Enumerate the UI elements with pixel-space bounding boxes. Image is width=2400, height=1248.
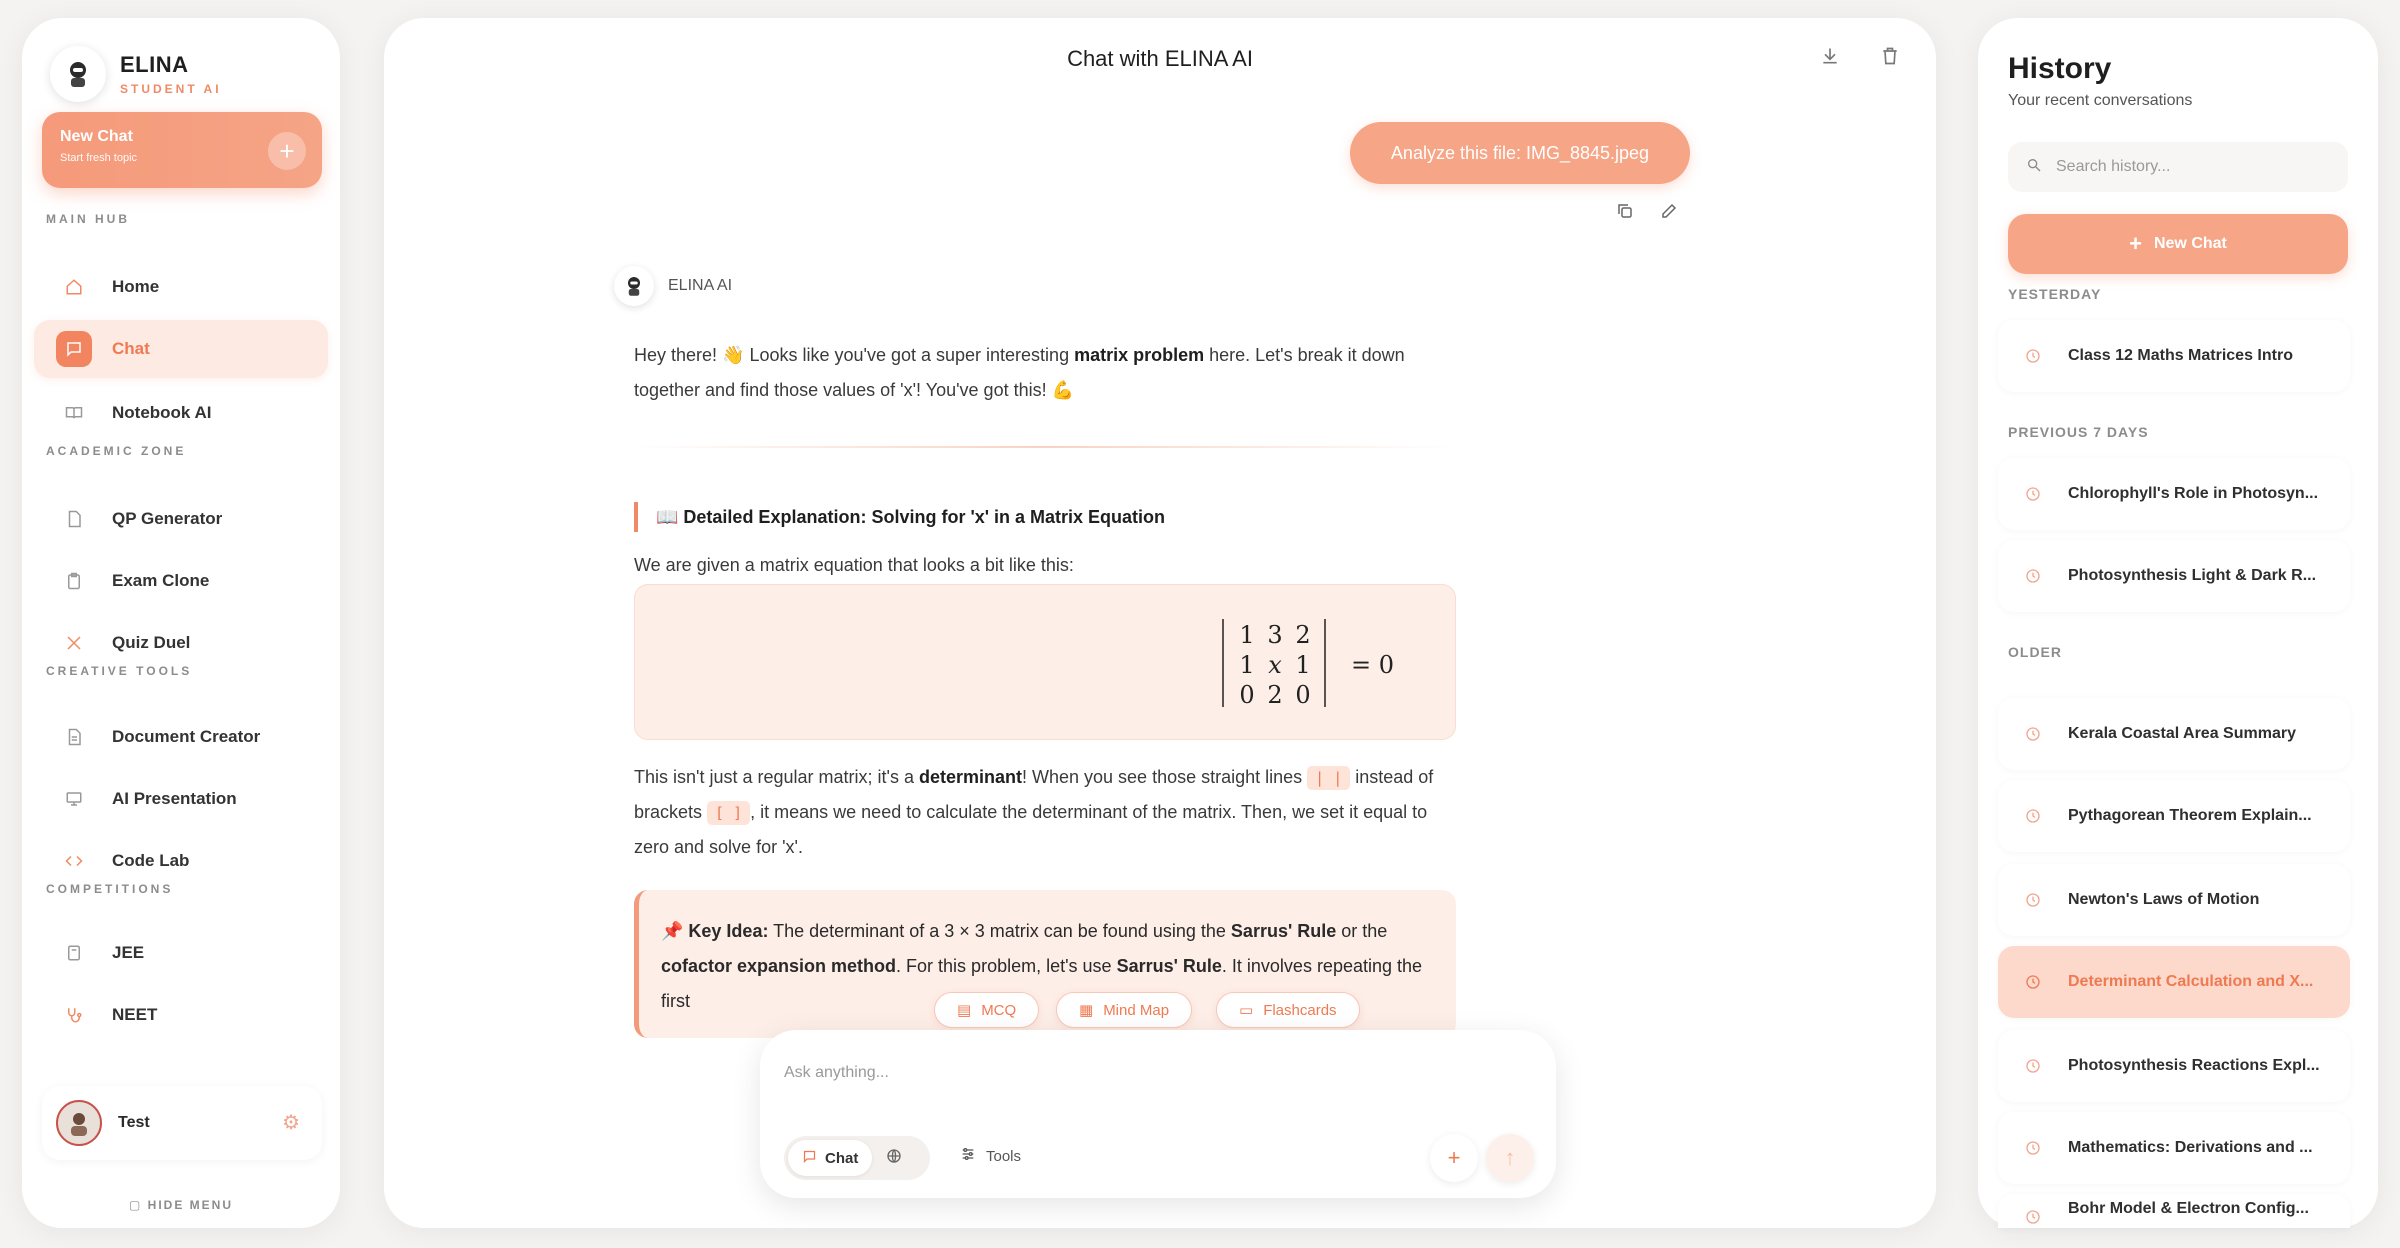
plus-icon: +: [2129, 231, 2142, 256]
mind-map-label: Mind Map: [1103, 1001, 1170, 1019]
clock-icon: [2016, 717, 2050, 751]
file-icon: ▤: [957, 1002, 972, 1019]
sliders-icon: [960, 1146, 976, 1166]
section-creative-tools: CREATIVE TOOLS: [46, 664, 193, 678]
clock-icon: [2016, 559, 2050, 593]
text-run: or the: [1336, 921, 1388, 941]
history-item[interactable]: [1998, 946, 2350, 1018]
code-icon: [56, 843, 92, 879]
hide-menu-button[interactable]: [22, 1198, 340, 1212]
clock-icon: [2016, 1131, 2050, 1165]
plus-icon: +: [1447, 1145, 1461, 1170]
tools-button[interactable]: [960, 1146, 1021, 1166]
code-chip-bars: | |: [1307, 766, 1350, 790]
equation-rhs: = 0: [1351, 651, 1395, 679]
sidebar-item-label: Home: [112, 277, 160, 296]
robot-logo-icon: [50, 46, 106, 102]
user-message-bubble: Analyze this file: IMG_8845.jpeg: [1350, 122, 1690, 184]
book-icon: ▭: [1239, 1002, 1254, 1019]
message-composer: [760, 1030, 1556, 1198]
history-group-previous-7-days: PREVIOUS 7 DAYS: [2008, 424, 2149, 440]
clock-icon: [2016, 799, 2050, 833]
download-icon[interactable]: [1820, 46, 1840, 72]
clock-icon: [2016, 965, 2050, 999]
matrix-cell: 1: [1295, 651, 1311, 679]
bold-run: cofactor expansion method: [661, 956, 897, 976]
history-item-label: Kerala Coastal Area Summary: [2068, 725, 2296, 742]
section-competitions: COMPETITIONS: [46, 882, 174, 896]
explanation-intro: We are given a matrix equation that looks a bit like this:: [634, 555, 1074, 575]
history-item[interactable]: [1998, 540, 2350, 612]
sidebar-item-label: AI Presentation: [112, 789, 237, 808]
text-run: Hey there! 👋 Looks like you've got a super interesting: [634, 345, 1075, 365]
history-group-older: OLDER: [2008, 644, 2062, 660]
sidebar-item-qp-generator[interactable]: [34, 490, 328, 548]
key-idea-label: 📌 Key Idea:: [661, 921, 769, 941]
new-chat-subtitle: Start fresh topic: [60, 152, 138, 164]
brand: [50, 34, 222, 114]
history-item[interactable]: [1998, 780, 2350, 852]
sidebar-toggle-icon: ▢: [128, 1198, 148, 1212]
mode-selector: [784, 1136, 930, 1180]
section-academic-zone: ACADEMIC ZONE: [46, 444, 187, 458]
avatar: [56, 1100, 102, 1146]
sidebar-item-home[interactable]: [34, 258, 328, 316]
document-icon: [56, 501, 92, 537]
history-item[interactable]: [1998, 320, 2350, 392]
copy-icon[interactable]: [1616, 202, 1634, 225]
history-panel: [1978, 18, 2378, 1228]
history-group-yesterday: YESTERDAY: [2008, 286, 2102, 302]
presentation-icon: [56, 781, 92, 817]
history-item[interactable]: [1998, 1194, 2350, 1228]
history-search-input[interactable]: [2056, 158, 2326, 176]
sidebar-item-label: Chat: [112, 339, 150, 358]
text-run: . It involves repeating the first: [661, 956, 1423, 1011]
history-item-label: Determinant Calculation and X...: [2068, 973, 2314, 990]
clock-icon: [2016, 883, 2050, 917]
text-run: The determinant of a 3 × 3 matrix can be found using the: [768, 921, 1231, 941]
hide-menu-label: HIDE MENU: [147, 1198, 233, 1212]
brand-title: ELINA: [120, 52, 189, 77]
matrix-cell: 2: [1295, 621, 1311, 649]
text-run: ! When you see those straight lines: [1022, 767, 1308, 787]
determinant-equation: [635, 585, 1457, 741]
history-item-label: Class 12 Maths Matrices Intro: [2068, 347, 2293, 364]
text-run: This isn't just a regular matrix; it's a: [634, 767, 919, 787]
history-item-label: Chlorophyll's Role in Photosyn...: [2068, 485, 2319, 502]
sidebar-item-document-creator[interactable]: [34, 708, 328, 766]
history-item[interactable]: [1998, 1112, 2350, 1184]
sidebar-item-ai-presentation[interactable]: [34, 770, 328, 828]
history-title: History: [2008, 52, 2112, 85]
matrix-cell: 1: [1239, 621, 1255, 649]
gear-icon[interactable]: ⚙: [282, 1112, 300, 1134]
file-text-icon: [56, 719, 92, 755]
sidebar-item-neet[interactable]: [34, 986, 328, 1044]
attach-plus-button[interactable]: [1430, 1134, 1478, 1182]
swords-icon: [56, 625, 92, 661]
home-icon: [56, 269, 92, 305]
clock-icon: [2016, 1049, 2050, 1083]
code-chip-brackets: [ ]: [707, 801, 750, 825]
history-item-label: Pythagorean Theorem Explain...: [2068, 807, 2312, 824]
new-chat-title: New Chat: [60, 128, 133, 145]
ai-name: ELINA AI: [668, 277, 733, 294]
history-item[interactable]: [1998, 864, 2350, 936]
robot-avatar-icon: [614, 266, 654, 306]
sidebar-item-label: JEE: [112, 943, 145, 962]
bold-run: matrix problem: [1074, 345, 1205, 365]
book-open-icon: [56, 935, 92, 971]
stethoscope-icon: [56, 997, 92, 1033]
matrix-cell: 0: [1239, 681, 1255, 709]
clock-icon: [2016, 477, 2050, 511]
chat-icon: [56, 331, 92, 367]
text-run: , it means we need to calculate the determinant of the matrix. Then, we set it equal to zero and solve for 'x'.: [634, 802, 1428, 857]
user-profile-card[interactable]: [42, 1086, 322, 1160]
mode-chat-button[interactable]: [788, 1140, 872, 1176]
history-search: [2008, 142, 2348, 192]
flashcards-label: Flashcards: [1263, 1001, 1337, 1019]
globe-icon[interactable]: [886, 1148, 902, 1169]
clock-icon: [2016, 1200, 2050, 1234]
sidebar-item-label: Notebook AI: [112, 403, 212, 422]
sidebar-item-notebook-ai[interactable]: [34, 384, 328, 442]
chat-icon: [802, 1149, 817, 1168]
text-run: here. Let's break it down together and find those values of 'x'! You've got this! 💪: [634, 345, 1405, 400]
sidebar-item-label: Code Lab: [112, 851, 190, 870]
search-icon: [2026, 157, 2042, 178]
matrix-cell: 3: [1267, 621, 1283, 649]
matrix-cell: 1: [1239, 651, 1255, 679]
ai-message-header: [614, 266, 732, 306]
history-new-chat-button[interactable]: [2008, 214, 2348, 274]
bold-run: determinant: [918, 767, 1022, 787]
mind-map-button[interactable]: [1056, 992, 1192, 1028]
history-subtitle: Your recent conversations: [2008, 92, 2193, 109]
sidebar-item-label: Quiz Duel: [112, 633, 191, 652]
mcq-button[interactable]: [934, 992, 1039, 1028]
send-button[interactable]: [1486, 1134, 1534, 1182]
edit-icon[interactable]: [1660, 202, 1678, 225]
history-item[interactable]: [1998, 1030, 2350, 1102]
sidebar-item-chat[interactable]: [34, 320, 328, 378]
history-item-label: Photosynthesis Light & Dark R...: [2068, 567, 2317, 584]
clock-icon: [2016, 339, 2050, 373]
page-title: Chat with ELINA AI: [1067, 46, 1253, 71]
mode-chat-label: Chat: [825, 1149, 859, 1167]
history-item-label: Mathematics: Derivations and ...: [2068, 1139, 2313, 1156]
divider: [634, 446, 1454, 448]
tools-label: Tools: [986, 1147, 1022, 1165]
bold-run: Sarrus' Rule: [1116, 956, 1222, 976]
chat-panel: [384, 18, 1936, 1228]
brand-subtitle: STUDENT AI: [120, 82, 222, 96]
trash-icon[interactable]: [1880, 46, 1900, 72]
sidebar-item-exam-clone[interactable]: [34, 552, 328, 610]
matrix-cell: x: [1268, 651, 1282, 679]
mcq-label: MCQ: [981, 1001, 1017, 1019]
ai-intro-paragraph: [634, 338, 1454, 408]
history-item-label: Newton's Laws of Motion: [2068, 891, 2260, 908]
sidebar-item-label: NEET: [112, 1005, 158, 1024]
flashcards-button[interactable]: [1216, 992, 1360, 1028]
history-new-chat-label: New Chat: [2153, 235, 2227, 252]
sidebar-item-label: QP Generator: [112, 509, 223, 528]
arrow-up-icon: ↑: [1504, 1145, 1516, 1170]
matrix-cell: 0: [1295, 681, 1311, 709]
matrix-cell: 2: [1267, 681, 1283, 709]
sidebar: [22, 18, 340, 1228]
determinant-paragraph: [634, 760, 1454, 865]
matrix-equation-block: [634, 584, 1456, 740]
user-name: Test: [118, 1114, 150, 1131]
explanation-heading: 📖 Detailed Explanation: Solving for 'x' in a Matrix Equation: [634, 502, 1165, 532]
sidebar-item-jee[interactable]: [34, 924, 328, 982]
text-run: . For this problem, let's use: [896, 956, 1117, 976]
section-main-hub: MAIN HUB: [46, 212, 130, 226]
book-icon: [56, 395, 92, 431]
history-item[interactable]: [1998, 698, 2350, 770]
new-chat-button[interactable]: [42, 112, 322, 188]
plus-icon: +: [268, 132, 306, 170]
chat-input[interactable]: [784, 1064, 1484, 1082]
history-item-label: Photosynthesis Reactions Expl...: [2068, 1057, 2320, 1074]
text-run: instead of brackets: [634, 767, 1434, 822]
grid-icon: ▦: [1079, 1002, 1094, 1019]
bold-run: Sarrus' Rule: [1230, 921, 1337, 941]
sidebar-item-label: Exam Clone: [112, 571, 210, 590]
history-item-label: Bohr Model & Electron Config...: [2068, 1200, 2309, 1217]
clipboard-icon: [56, 563, 92, 599]
history-item[interactable]: [1998, 458, 2350, 530]
sidebar-item-label: Document Creator: [112, 727, 261, 746]
